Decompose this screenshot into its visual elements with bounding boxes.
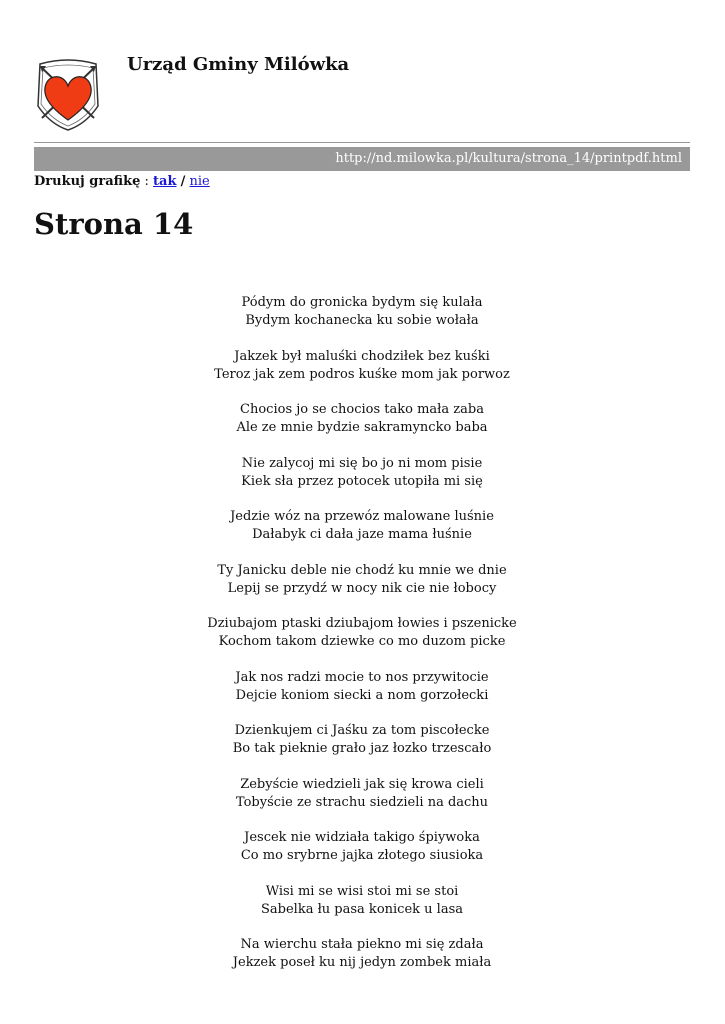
site-title: Urząd Gminy Milówka <box>127 54 350 75</box>
stanza <box>34 776 690 812</box>
poem-line: Jak nos radzi mocie to nos przywitocie <box>235 669 489 685</box>
poem-line: Co mo srybrne jajka złotego siusioka <box>240 848 484 863</box>
poem-line: Tobyście ze strachu siedzieli na dachu <box>235 794 489 810</box>
stanza <box>34 562 690 598</box>
poem-line: Bo tak pieknie grało jaz łozko trzescało <box>232 741 492 756</box>
stanza <box>34 669 690 705</box>
stanza <box>34 936 690 972</box>
print-colon: : <box>144 174 149 189</box>
poem-line: Jakzek był maluśki chodziłek bez kuśki <box>234 348 490 364</box>
poem-line: Wisi mi se wisi stoi mi se stoi <box>265 883 459 899</box>
poem-line: Sabelka łu pasa konicek u lasa <box>261 901 463 917</box>
poem-line: Jescek nie widziała takigo śpiywoka <box>244 830 480 845</box>
stanza <box>34 829 690 865</box>
poem-line: Ale ze mnie bydzie sakramyncko baba <box>236 420 488 435</box>
poem-line: Zebyście wiedzieli jak się krowa cieli <box>240 776 484 792</box>
poem-line: Dzienkujem ci Jaśku za tom piscołecke <box>234 723 490 738</box>
print-slash: / <box>180 174 186 189</box>
poem-line: Chocios jo se chocios tako mała zaba <box>240 402 484 417</box>
stanza <box>34 508 690 544</box>
print-graphics-no-link[interactable]: nie <box>189 174 210 189</box>
page-title: Strona 14 <box>34 207 194 241</box>
poem-line: Nie zalycoj mi się bo jo ni mom pisie <box>241 455 483 471</box>
stanza <box>34 455 690 491</box>
print-graphics-yes-link[interactable]: tak <box>153 174 177 189</box>
poem-line: Jekzek poseł ku nij jedyn zombek miała <box>232 955 492 970</box>
poem-line: Dziubajom ptaski dziubajom łowies i pszenicke <box>207 616 517 631</box>
url-bar <box>34 147 690 171</box>
stanza <box>34 294 690 330</box>
heart-shield-crest-icon <box>34 58 102 132</box>
poem-line: Lepij se przydź w nocy nik cie nie łobocy <box>227 580 497 596</box>
stanza <box>34 401 690 437</box>
poem-line: Teroz jak zem podros kuśke mom jak porwoz <box>214 366 510 382</box>
poem-line: Ty Janicku deble nie chodź ku mnie we dnie <box>217 562 507 578</box>
poem <box>34 294 690 990</box>
poem-line: Dejcie koniom siecki a nom gorzołecki <box>235 687 489 703</box>
poem-line: Pódym do gronicka bydym się kulała <box>241 295 483 310</box>
stanza <box>34 348 690 384</box>
print-graphics-label: Drukuj grafikę <box>34 174 141 189</box>
stanza <box>34 883 690 919</box>
poem-line: Bydym kochanecka ku sobie wołała <box>245 313 479 328</box>
poem-line: Dałabyk ci dała jaze mama łuśnie <box>252 527 472 542</box>
stanza <box>34 722 690 758</box>
poem-line: Na wierchu stała piekno mi się zdała <box>240 937 484 952</box>
stanza <box>34 615 690 651</box>
page-url: http://nd.milowka.pl/kultura/strona_14/printpdf.html <box>335 151 682 166</box>
print-graphics-options <box>34 174 210 189</box>
poem-line: Kochom takom dziewke co mo duzom picke <box>218 634 506 649</box>
header-divider <box>34 142 690 143</box>
poem-line: Jedzie wóz na przewóz malowane luśnie <box>230 509 494 524</box>
poem-line: Kiek sła przez potocek utopiła mi się <box>241 473 483 489</box>
